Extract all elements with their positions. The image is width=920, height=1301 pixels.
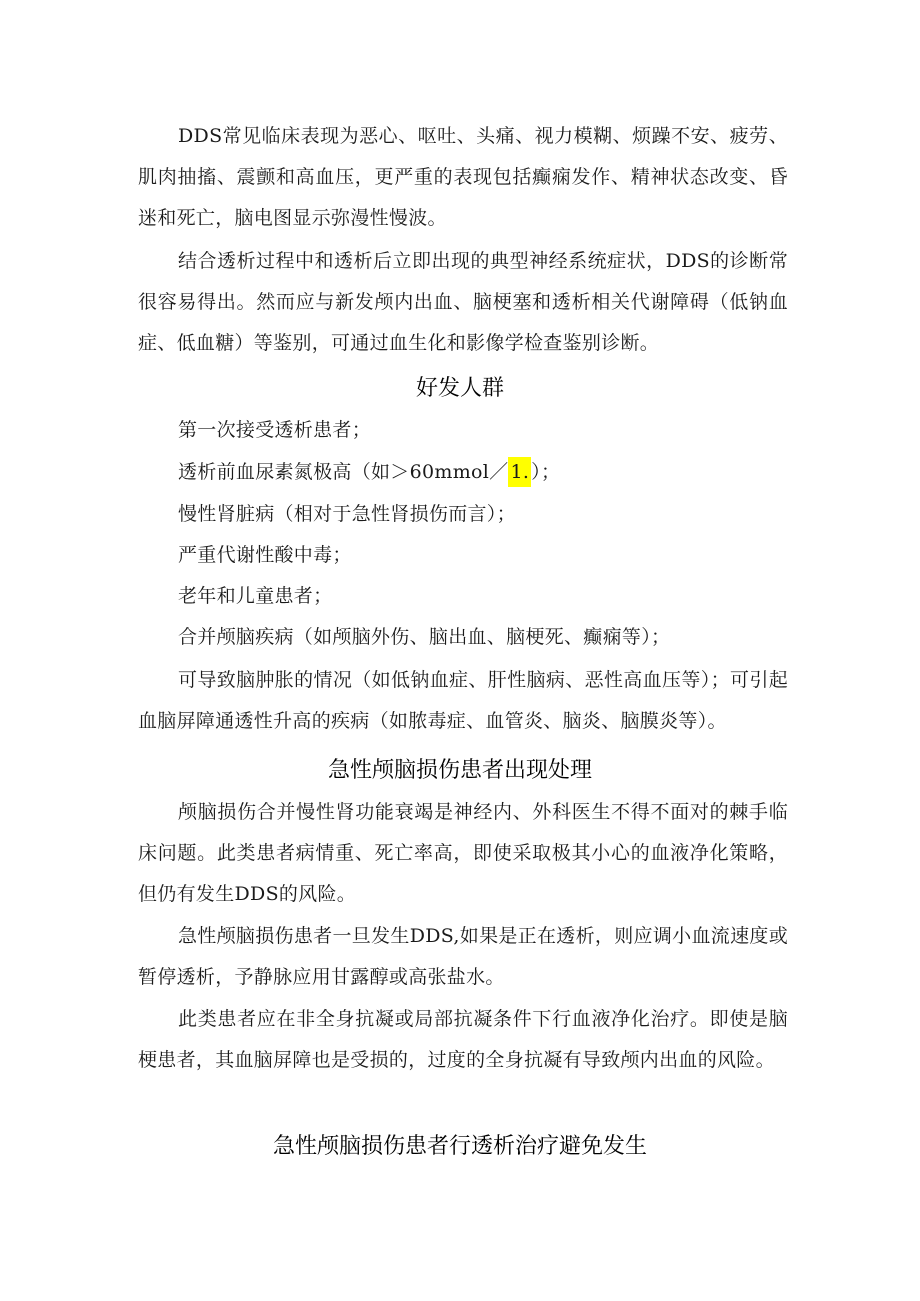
highlighted-text: 1.: [508, 457, 531, 487]
list-item-high-bun: [178, 452, 560, 493]
paragraph-dds-management: 急性颅脑损伤患者一旦发生DDS,如果是正在透析，则应调小血流速度或暂停透析，予静脉应用甘露醇或高张盐水。: [138, 925, 788, 988]
list-item-metabolic-acidosis: 严重代谢性酸中毒；: [178, 544, 352, 566]
list-item-brain-swelling: 可导致脑肿胀的情况（如低钠血症、肝性脑病、恶性高血压等）；可引起血脑屏障通透性升高的疾病（如脓毒症、血管炎、脑炎、脑膜炎等）。: [138, 669, 788, 732]
list-item-first-dialysis: 第一次接受透析患者；: [178, 419, 372, 441]
list-item-elderly-children: 老年和儿童患者；: [178, 585, 333, 607]
heading-acute-brain-injury-management: 急性颅脑损伤患者出现处理: [327, 758, 592, 783]
list-item-brain-disease: 合并颅脑疾病（如颅脑外伤、脑出血、脑梗死、癫痫等）；: [178, 626, 671, 648]
paragraph-dds-symptoms: DDS常见临床表现为恶心、呕吐、头痛、视力模糊、烦躁不安、疲劳、肌肉抽搐、震颤和高血压，更严重的表现包括癫痫发作、精神状态改变、昏迷和死亡，脑电图显示弥漫性慢波。: [138, 125, 788, 229]
list-item-ckd: 慢性肾脏病（相对于急性肾损伤而言）；: [178, 503, 516, 525]
heading-high-risk-groups: 好发人群: [415, 376, 504, 401]
paragraph-brain-injury-ckd: 颅脑损伤合并慢性肾功能衰竭是神经内、外科医生不得不面对的棘手临床问题。此类患者病情重、死亡率高，即使采取极其小心的血液净化策略，但仍有发生DDS的风险。: [138, 801, 788, 905]
heading-dialysis-prevention: 急性颅脑损伤患者行透析治疗避免发生: [272, 1134, 647, 1159]
paragraph-anticoagulation: 此类患者应在非全身抗凝或局部抗凝条件下行血液净化治疗。即使是脑梗患者，其血脑屏障也是受损的，过度的全身抗凝有导致颅内出血的风险。: [138, 1008, 788, 1071]
list-item-high-bun-tail: ）；: [531, 461, 561, 483]
paragraph-dds-diagnosis: 结合透析过程中和透析后立即出现的典型神经系统症状，DDS的诊断常很容易得出。然而应与新发颅内出血、脑梗塞和透析相关代谢障碍（低钠血症、低血糖）等鉴别，可通过血生化和影像学检查鉴别诊断。: [138, 250, 788, 354]
list-item-high-bun-text: 透析前血尿素氮极高（如＞60mmol／: [178, 461, 509, 483]
